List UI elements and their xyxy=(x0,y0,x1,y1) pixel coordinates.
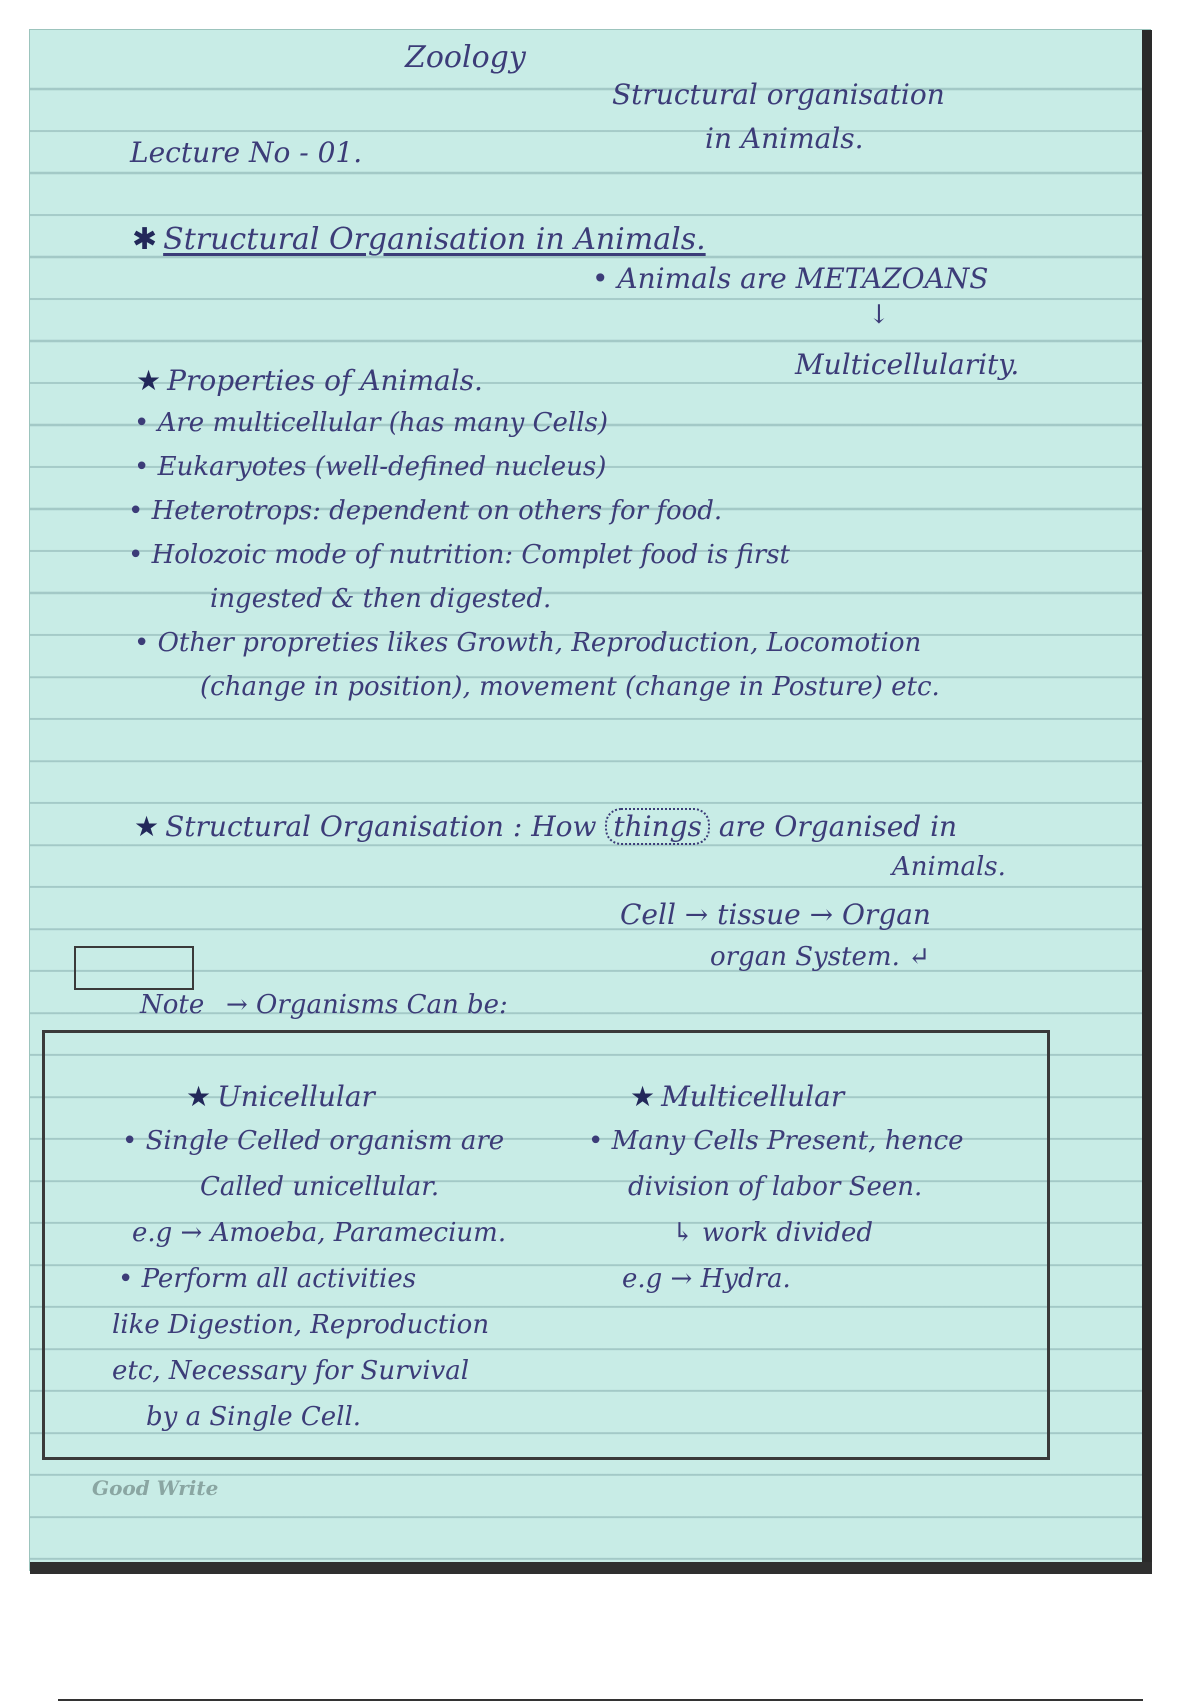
metazoans-line: • Animals are METAZOANS xyxy=(592,262,989,295)
arrow-down-icon: ↓ xyxy=(868,300,890,330)
topic-line-2: in Animals. xyxy=(705,122,864,155)
star-icon: ★ xyxy=(136,364,162,397)
unicellular-line: etc, Necessary for Survival xyxy=(112,1356,470,1386)
organisation-flow-2: organ System. ↵ xyxy=(710,942,930,972)
star-icon: ★ xyxy=(134,810,160,843)
note-box xyxy=(74,946,194,990)
notebook-brand: Good Write xyxy=(92,1476,219,1500)
unicellular-line: • Perform all activities xyxy=(118,1264,417,1294)
unicellular-line: Called unicellular. xyxy=(200,1172,440,1202)
property-item: • Are multicellular (has many Cells) xyxy=(134,408,609,438)
structural-heading: ★ Structural Organisation : How things are Organised in xyxy=(134,810,958,843)
topic-line-1: Structural organisation xyxy=(612,78,945,111)
page-edge-bottom xyxy=(30,1562,1152,1574)
properties-heading: ★ Properties of Animals. xyxy=(136,364,483,397)
star-icon: ★ xyxy=(186,1080,212,1113)
lecture-number: Lecture No - 01. xyxy=(130,136,363,169)
property-item: ingested & then digested. xyxy=(210,584,552,614)
multicellularity-text: Multicellularity. xyxy=(795,348,1020,381)
multicellular-line: ↳ work divided xyxy=(672,1218,874,1248)
unicellular-line: • Single Celled organism are xyxy=(122,1126,505,1156)
property-item: • Other propreties likes Growth, Reproduction, Locomotion xyxy=(134,628,922,658)
structural-heading-line-2: Animals. xyxy=(892,852,1006,882)
property-item: • Holozoic mode of nutrition: Complet food is first xyxy=(128,540,790,570)
property-item: • Heterotrops: dependent on others for food. xyxy=(128,496,723,526)
note-label: Note xyxy=(140,990,205,1020)
note-text: → Organisms Can be: xyxy=(226,990,508,1020)
property-item: • Eukaryotes (well-defined nucleus) xyxy=(134,452,607,482)
property-item: (change in position), movement (change in Posture) etc. xyxy=(200,672,940,702)
unicellular-line: e.g → Amoeba, Paramecium. xyxy=(132,1218,507,1248)
multicellular-line: division of labor Seen. xyxy=(628,1172,923,1202)
things-cloud: things xyxy=(605,808,710,845)
subject-title: Zoology xyxy=(405,40,526,75)
unicellular-title: ★ Unicellular xyxy=(186,1080,375,1113)
multicellular-line: • Many Cells Present, hence xyxy=(588,1126,964,1156)
multicellular-title: ★ Multicellular xyxy=(630,1080,845,1113)
multicellular-line: e.g → Hydra. xyxy=(622,1264,791,1294)
page-edge-right xyxy=(1142,30,1152,1570)
main-heading: ✱ Structural Organisation in Animals. xyxy=(132,222,706,257)
asterisk-icon: ✱ xyxy=(132,222,158,257)
star-icon: ★ xyxy=(630,1080,656,1113)
unicellular-line: by a Single Cell. xyxy=(146,1402,362,1432)
organisation-flow-1: Cell → tissue → Organ xyxy=(620,898,931,931)
unicellular-line: like Digestion, Reproduction xyxy=(112,1310,490,1340)
